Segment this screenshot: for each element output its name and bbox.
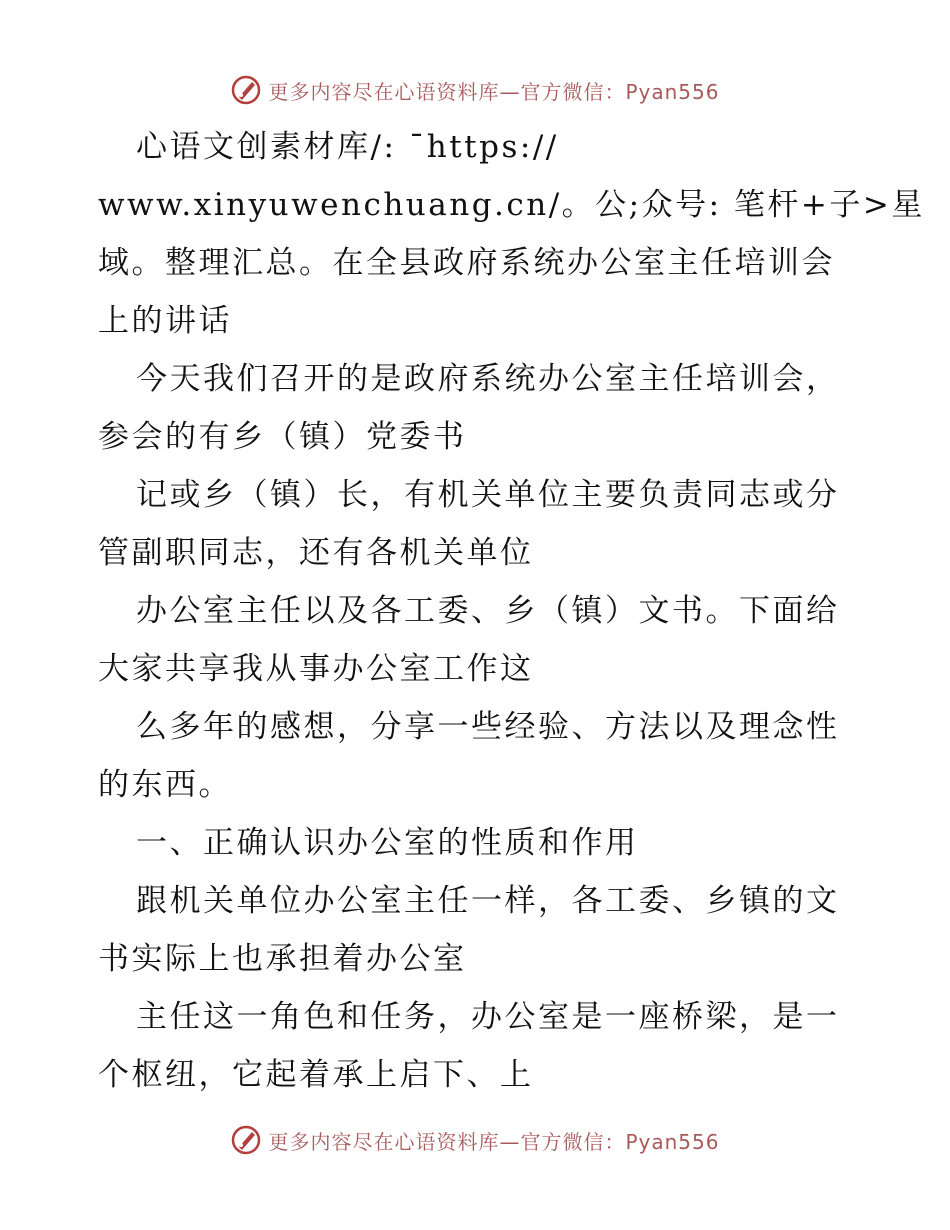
body-line: 大家共享我从事办公室工作这 — [98, 651, 534, 687]
body-line: www.xinyuwenchuang.cn/。公;众号: 笔杆+子>星 — [98, 187, 925, 223]
body-line: 上的讲话 — [98, 303, 232, 339]
document-body — [98, 118, 925, 1104]
body-line: 办公室主任以及各工委、乡（镇）文书。下面给 — [136, 593, 840, 629]
header-banner — [0, 70, 950, 110]
body-line: 心语文创素材库/: ¯https:// — [136, 129, 559, 165]
footer-banner — [0, 1120, 950, 1160]
body-line: 记或乡（镇）长，有机关单位主要负责同志或分 — [136, 477, 840, 513]
body-line: 管副职同志，还有各机关单位 — [98, 535, 534, 571]
body-line: 跟机关单位办公室主任一样，各工委、乡镇的文 — [136, 883, 840, 919]
body-line: 参会的有乡（镇）党委书 — [98, 419, 467, 455]
body-line: 主任这一角色和任务，办公室是一座桥梁，是一 — [136, 999, 840, 1035]
pen-logo-icon — [230, 1124, 262, 1156]
body-line: 么多年的感想，分享一些经验、方法以及理念性 — [136, 709, 840, 745]
body-line: 书实际上也承担着办公室 — [98, 941, 467, 977]
body-line: 域。整理汇总。在全县政府系统办公室主任培训会 — [98, 245, 835, 281]
header-banner-text: 更多内容尽在心语资料库—官方微信：Pyan556 — [268, 79, 720, 104]
section-heading: 一、正确认识办公室的性质和作用 — [136, 825, 639, 861]
footer-banner-text: 更多内容尽在心语资料库—官方微信：Pyan556 — [268, 1129, 720, 1154]
pen-logo-icon — [230, 74, 262, 106]
body-line: 的东西。 — [98, 767, 232, 803]
body-line: 今天我们召开的是政府系统办公室主任培训会， — [136, 361, 840, 397]
body-line: 个枢纽，它起着承上启下、上 — [98, 1057, 534, 1093]
